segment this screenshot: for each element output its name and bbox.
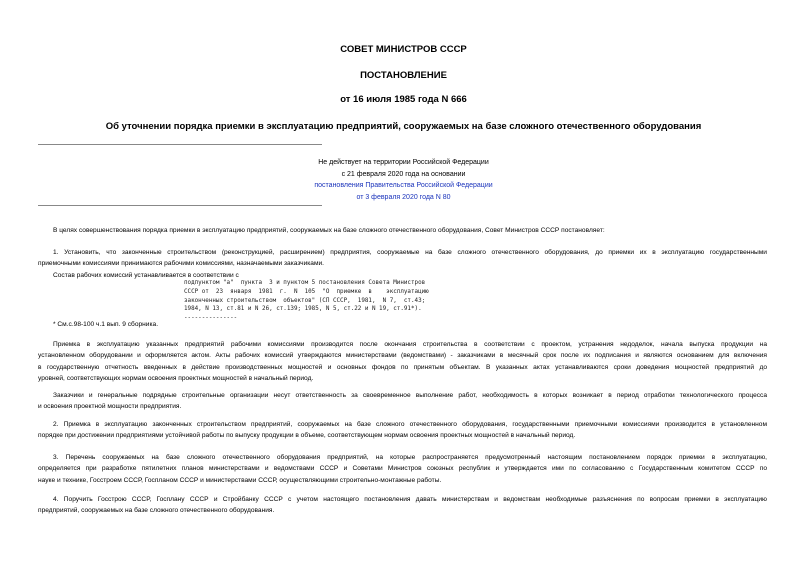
paragraph-line: приемочными комиссиями принимаются рабочими комиссиями, назначаемыми заказчиками. (38, 260, 325, 268)
paragraph-line: Состав рабочих комиссий устанавливается в соответствии с (53, 271, 239, 279)
intro-paragraph (53, 225, 767, 236)
paragraph-6 (38, 494, 767, 517)
paragraph-line: 3. Перечень сооружаемых на базе сложного отечественного оборудования предприятий, на которые распространяется предусмотренный настоящим постановлением порядок приемки в эксплуатацию, (53, 454, 767, 461)
paragraph-1 (38, 247, 767, 281)
notice-link[interactable]: постановления Правительства Российской Федерации (314, 182, 493, 189)
paragraph-line: и освоения проектной мощности предприятия. (38, 403, 182, 411)
footnote (53, 319, 767, 330)
notice-line: с 21 февраля 2020 года на основании (341, 170, 466, 178)
document-date-number: от 16 июля 1985 года N 666 (340, 94, 467, 105)
reference-block (184, 279, 464, 323)
paragraph-line: 4. Поручить Госстрою СССР, Госплану СССР и Стройбанку СССР с учетом настоящего постановления давать министерствам и ведомствам необходимые разъяснения по вопросам приемки в эксплуатацию (53, 496, 767, 503)
paragraph-line: определяется при разработке пятилетних планов министерствами и ведомствами СССР и Советами Министров союзных республик и утверждается ими по согласованию с Государственным комитетом СССР по (38, 465, 767, 473)
paragraph-5 (38, 452, 767, 486)
paragraph-line: Приемка в эксплуатацию указанных предприятий рабочими комиссиями производится после окончания строительства в соответствии с проектом, устранения недоделок, начала выпуска продукции на (53, 341, 767, 348)
reference-line: законченных строительством объектов" (СП СССР, 1981, N 7, ст.43; (184, 297, 426, 304)
reference-line: СССР от 23 января 1981 г. N 105 "О приемке в эксплуатацию (184, 288, 429, 295)
divider-top (38, 144, 322, 145)
paragraph-3 (38, 390, 767, 413)
divider-bottom (38, 205, 322, 206)
notice-line: Не действует на территории Российской Федерации (318, 159, 489, 166)
reference-line: --------------- (184, 315, 238, 322)
reference-line: 1984, N 13, ст.81 и N 26, ст.139; 1985, N 5, ст.22 и N 19, ст.91*). (184, 306, 422, 313)
paragraph-line: уровней, соответствующих нормам освоения проектных мощностей в начальный период. (38, 374, 314, 382)
paragraph-line: установленном оборудовании и оформляется актом. Акты рабочих комиссий утверждаются министерствами (ведомствами) - заказчиками в месячный срок после их подписания и являются основанием для включения (38, 352, 767, 360)
status-notice (200, 157, 607, 203)
paragraph-line: 2. Приемка в эксплуатацию законченных строительством предприятий, сооружаемых на базе сложного отечественного оборудования, государственными приемочными комиссиями производится в установленном (53, 421, 767, 428)
issuing-body: СОВЕТ МИНИСТРОВ СССР (340, 44, 467, 55)
paragraph-line: В целях совершенствования порядка приемки в эксплуатацию предприятий, сооружаемых на базе сложного отечественного оборудования, Совет Министров СССР постановляет: (53, 227, 605, 234)
paragraph-line: * См.с.98-100 ч.1 вып. 9 сборника. (53, 321, 159, 328)
reference-line: подпунктом "а" пункта 3 и пунктом 5 постановления Совета Министров (184, 280, 426, 286)
paragraph-line: в государственную отчетность введенных в действие производственных мощностей и основных фондов по принятым объектам. В указанных актах устанавливаются сроки доведения мощностей предприятий до (38, 363, 767, 371)
document-title: Об уточнении порядка приемки в эксплуатацию предприятий, сооружаемых на базе сложного отечественного оборудования (105, 121, 702, 132)
paragraph-line: Заказчики и генеральные подрядные строительные организации несут ответственность за своевременное выполнение работ, необходимость в которых возникает в период отработки технологического процесса (53, 392, 767, 399)
paragraph-line: предприятий, сооружаемых на базе сложного отечественного оборудования. (38, 507, 275, 515)
paragraph-2 (38, 339, 767, 384)
paragraph-line: 1. Установить, что законченные строительством (реконструкцией, расширением) предприятия, сооружаемые на базе сложного отечественного оборудования, до приемки их в эксплуатацию государственными (53, 249, 767, 256)
paragraph-line: порядке при достижении предприятиями устойчивой работы по выпуску продукции в объеме, соответствующем нормам освоения проектных мощностей в начальный период. (38, 432, 576, 440)
paragraph-line: науке и технике, Госстроем СССР, Госпланом СССР и министерствами СССР, осуществляющими строительно-монтажные работы. (38, 476, 442, 484)
document-type: ПОСТАНОВЛЕНИЕ (360, 70, 447, 81)
paragraph-4 (38, 419, 767, 442)
notice-link[interactable]: от 3 февраля 2020 года N 80 (356, 193, 451, 201)
